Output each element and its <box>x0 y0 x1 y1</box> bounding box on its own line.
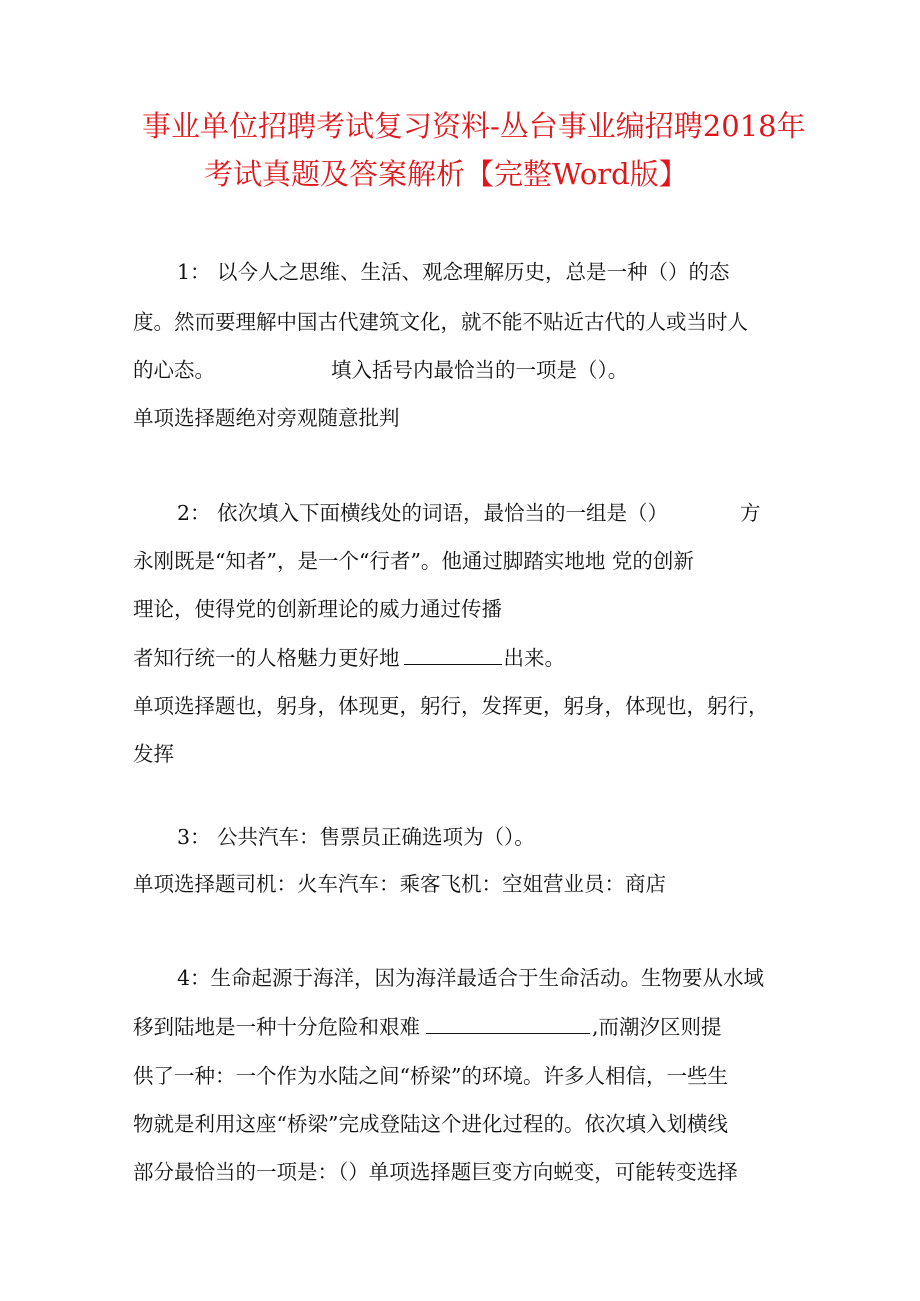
q2-options-line-1: 单项选择题也，躬身，体现更，躬行，发挥更，躬身，体现也，躬行， <box>133 694 769 718</box>
q4-fill-blank <box>426 1031 590 1034</box>
q2-line-1: 2： 依次填入下面横线处的词语，最恰当的一组是（） <box>177 501 669 525</box>
q2-line-3: 理论，使得党的创新理论的威力通过传播 <box>133 597 502 621</box>
q2-line-2: 永刚既是“知者”，是一个“行者”。他通过脚踏实地地 党的创新 <box>133 549 694 573</box>
q4-line-4: 物就是利用这座“桥梁”完成登陆这个进化过程的。依次填入划横线 <box>133 1112 728 1136</box>
q1-options: 单项选择题绝对旁观随意批判 <box>133 406 400 430</box>
q1-line-1: 1： 以今人之思维、生活、观念理解历史，总是一种（）的态 <box>177 260 730 284</box>
q4-line-5: 部分最恰当的一项是：（）单项选择题巨变方向蜕变，可能转变选择 <box>133 1160 738 1184</box>
document-title-line-2: 考试真题及答案解析【完整Word版】 <box>204 157 688 191</box>
q4-line-2-end: ,而潮汐区则提 <box>592 1015 722 1039</box>
q4-line-3: 供了一种：一个作为水陆之间“桥梁”的环境。许多人相信，一些生 <box>133 1064 728 1088</box>
q2-options-line-2: 发挥 <box>133 742 174 766</box>
q1-line-2: 度。然而要理解中国古代建筑文化，就不能不贴近古代的人或当时人 <box>133 310 748 334</box>
q2-fill-blank <box>404 662 502 665</box>
q3-line-1: 3： 公共汽车：售票员正确选项为（）。 <box>177 825 535 849</box>
document-title-line-1: 事业单位招聘考试复习资料-丛台事业编招聘2018年 <box>142 109 806 143</box>
q2-line-1-tail: 方 <box>740 501 761 525</box>
q2-line-4-end: 出来。 <box>503 646 565 670</box>
q2-line-4 <box>133 648 565 669</box>
q2-line-4-text: 者知行统一的人格魅力更好地 <box>133 646 400 670</box>
q4-line-1: 4：生命起源于海洋，因为海洋最适合于生命活动。生物要从水域 <box>177 966 765 990</box>
q4-line-2 <box>133 1017 722 1038</box>
q1-line-3: 的心态。 <box>133 358 215 382</box>
q4-line-2-text: 移到陆地是一种十分危险和艰难 <box>133 1015 420 1039</box>
q1-line-3-prompt: 填入括号内最恰当的一项是（）。 <box>331 358 629 382</box>
q3-options: 单项选择题司机：火车汽车：乘客飞机：空姐营业员：商店 <box>133 872 666 896</box>
